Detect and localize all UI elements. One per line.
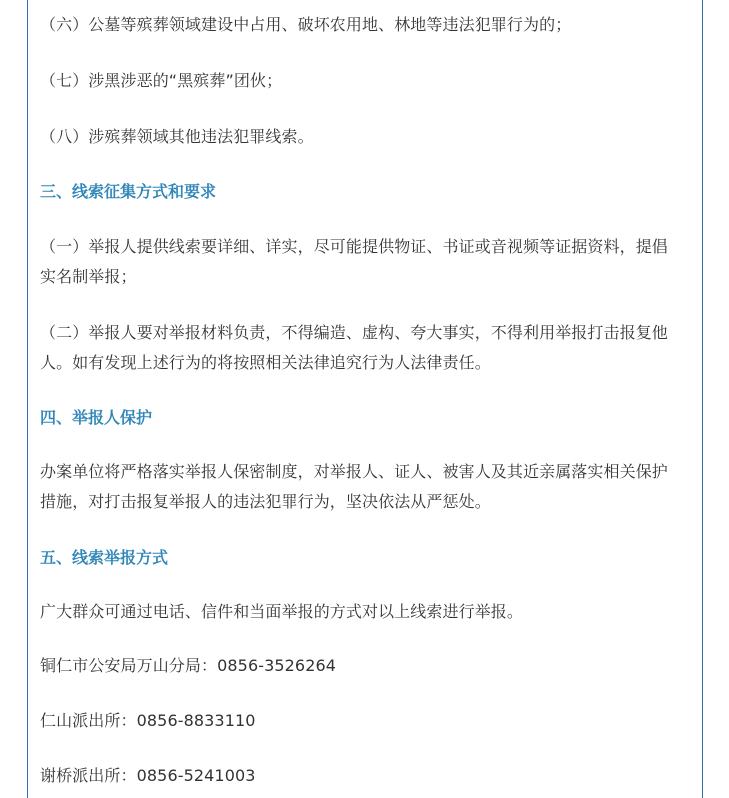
clue-item-eight: （八）涉殡葬领域其他违法犯罪线索。: [40, 127, 314, 146]
contact-renshan-station: 仁山派出所：0856-8833110: [40, 711, 256, 730]
requirement-one-line-2: 实名制举报；: [40, 267, 137, 286]
clue-item-seven: （七）涉黑涉恶的“黑殡葬”团伙；: [40, 71, 283, 90]
clue-item-six: （六）公墓等殡葬领域建设中占用、破坏农用地、林地等违法犯罪行为的；: [40, 15, 572, 34]
requirement-two-line-2: 人。如有发现上述行为的将按照相关法律追究行为人法律责任。: [40, 353, 491, 372]
section-heading-collection: 三、线索征集方式和要求: [40, 182, 217, 201]
contact-xieqiao-station: 谢桥派出所：0856-5241003: [40, 766, 256, 785]
contact-wanshan-branch: 铜仁市公安局万山分局：0856-3526264: [40, 656, 337, 675]
protection-line-2: 措施，对打击报复举报人的违法犯罪行为，坚决依法从严惩处。: [40, 492, 491, 511]
protection-line-1: 办案单位将严格落实举报人保密制度，对举报人、证人、被害人及其近亲属落实相关保护: [40, 462, 668, 481]
requirement-paragraph-one: [40, 232, 692, 292]
requirement-one-line-1: （一）举报人提供线索要详细、详实，尽可能提供物证、书证或音视频等证据资料，提倡: [40, 237, 668, 256]
requirement-two-line-1: （二）举报人要对举报材料负责，不得编造、虚构、夸大事实，不得利用举报打击报复他: [40, 323, 668, 342]
protection-paragraph: [40, 457, 692, 517]
requirement-paragraph-two: [40, 318, 692, 378]
section-heading-reporting: 五、线索举报方式: [40, 548, 169, 567]
section-heading-protection: 四、举报人保护: [40, 408, 153, 427]
reporting-intro: 广大群众可通过电话、信件和当面举报的方式对以上线索进行举报。: [40, 602, 524, 621]
